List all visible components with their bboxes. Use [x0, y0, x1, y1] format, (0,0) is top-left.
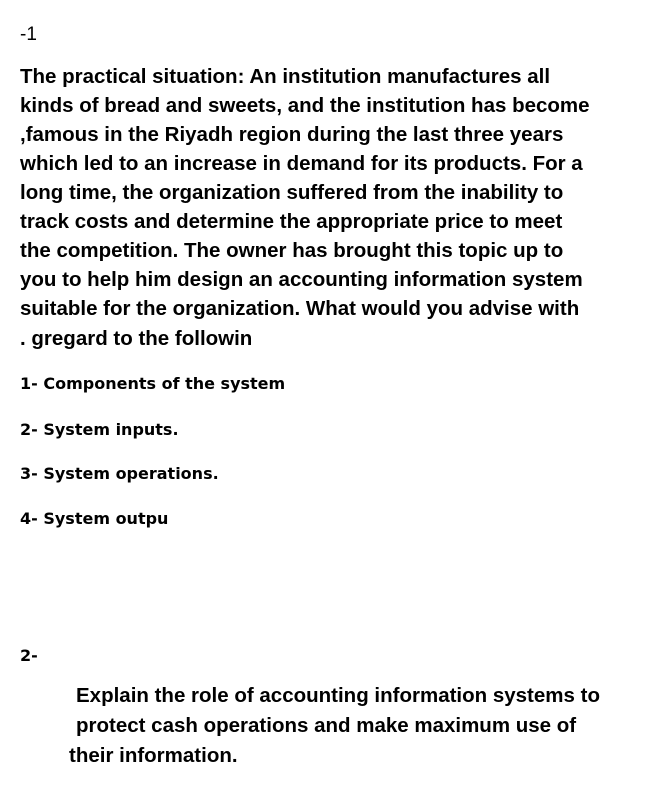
paragraph-line: which led to an increase in demand for its products. For a: [20, 152, 583, 175]
paragraph-line: long time, the organization suffered from the inability to: [20, 181, 564, 204]
paragraph-line: track costs and determine the appropriate price to meet: [20, 210, 563, 233]
paragraph-line: the competition. The owner has brought this topic up to: [20, 239, 564, 262]
paragraph-line: ,famous in the Riyadh region during the last three years: [20, 123, 564, 146]
question-2-number: 2-: [20, 646, 38, 665]
question-1-number: -1: [20, 24, 37, 45]
paragraph-line: The practical situation: An institution manufactures all: [20, 65, 551, 88]
paragraph-line: suitable for the organization. What would you advise with: [20, 297, 580, 320]
paragraph-line: you to help him design an accounting information system: [20, 268, 583, 291]
list-item: 3- System operations.: [20, 464, 219, 483]
paragraph-line: . gregard to the followin: [20, 327, 253, 350]
paragraph-line: kinds of bread and sweets, and the institution has become: [20, 94, 590, 117]
list-item: 4- System outpu: [20, 509, 169, 528]
paragraph-line: protect cash operations and make maximum use of: [76, 714, 577, 737]
list-item: 2- System inputs.: [20, 420, 179, 439]
paragraph-line: their information.: [69, 744, 238, 767]
paragraph-line: Explain the role of accounting information systems to: [76, 684, 600, 707]
list-item: 1- Components of the system: [20, 374, 286, 393]
